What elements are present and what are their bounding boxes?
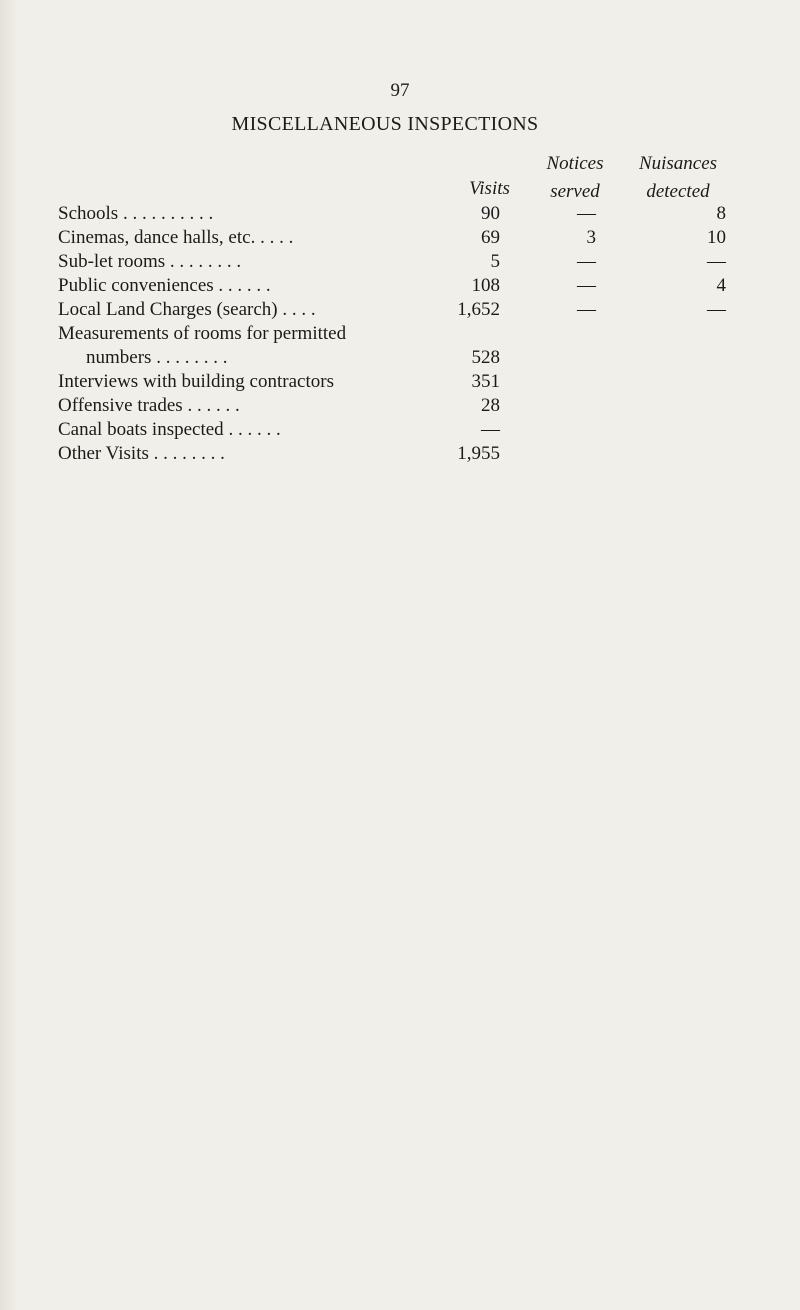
row-label: Local Land Charges (search) . . . .: [58, 299, 316, 320]
visits-value: 5: [490, 251, 500, 272]
column-header-notices: [530, 150, 620, 206]
row-label: Offensive trades . . . . . .: [58, 395, 240, 416]
table-row: [0, 226, 800, 250]
row-label: Schools . . . . . . . . . .: [58, 203, 214, 224]
table-row: [0, 322, 800, 370]
page-number: 97: [390, 80, 410, 101]
nuisances-value: —: [707, 299, 726, 320]
visits-value: 528: [471, 347, 500, 368]
column-header-visits: Visits: [469, 178, 510, 199]
notices-value: —: [577, 203, 596, 224]
table-row: [0, 250, 800, 274]
visits-value: 28: [481, 395, 500, 416]
visits-value: 1,955: [457, 443, 500, 464]
row-label: Canal boats inspected . . . . . .: [58, 419, 281, 440]
notices-value: —: [577, 275, 596, 296]
column-header-nuisances: [620, 150, 736, 206]
nuisances-value: —: [707, 251, 726, 272]
visits-value: 351: [471, 371, 500, 392]
row-label: Cinemas, dance halls, etc. . . . .: [58, 227, 294, 248]
table-row: [0, 442, 800, 466]
row-label: Sub-let rooms . . . . . . . .: [58, 251, 242, 272]
table-row: [0, 418, 800, 442]
row-label: Measurements of rooms for permitted numbers . . . . . . . .: [58, 323, 347, 368]
table-row: [0, 298, 800, 322]
notices-value: —: [577, 299, 596, 320]
notices-value: —: [577, 251, 596, 272]
column-header-nuisances-line1: Nuisances: [638, 153, 718, 174]
visits-value: 69: [481, 227, 500, 248]
row-label: Interviews with building contractors: [58, 371, 334, 392]
visits-value: —: [481, 419, 500, 440]
page-title: MISCELLANEOUS INSPECTIONS: [231, 113, 539, 135]
table-row: [0, 370, 800, 394]
visits-value: 90: [481, 203, 500, 224]
visits-value: 1,652: [457, 299, 500, 320]
column-header-notices-line2: served: [550, 181, 600, 202]
column-header-nuisances-line2: detected: [646, 181, 710, 202]
nuisances-value: 8: [716, 203, 726, 224]
row-label: Other Visits . . . . . . . .: [58, 443, 225, 464]
column-header-notices-line1: Notices: [546, 153, 604, 174]
row-label: Public conveniences . . . . . .: [58, 275, 271, 296]
visits-value: 108: [471, 275, 500, 296]
table-row: [0, 394, 800, 418]
nuisances-value: 10: [707, 227, 726, 248]
nuisances-value: 4: [716, 275, 726, 296]
notices-value: 3: [586, 227, 596, 248]
table-row: [0, 202, 800, 226]
table-row: [0, 274, 800, 298]
page-edge-shadow: [0, 0, 18, 1310]
inspections-table: [0, 202, 800, 466]
